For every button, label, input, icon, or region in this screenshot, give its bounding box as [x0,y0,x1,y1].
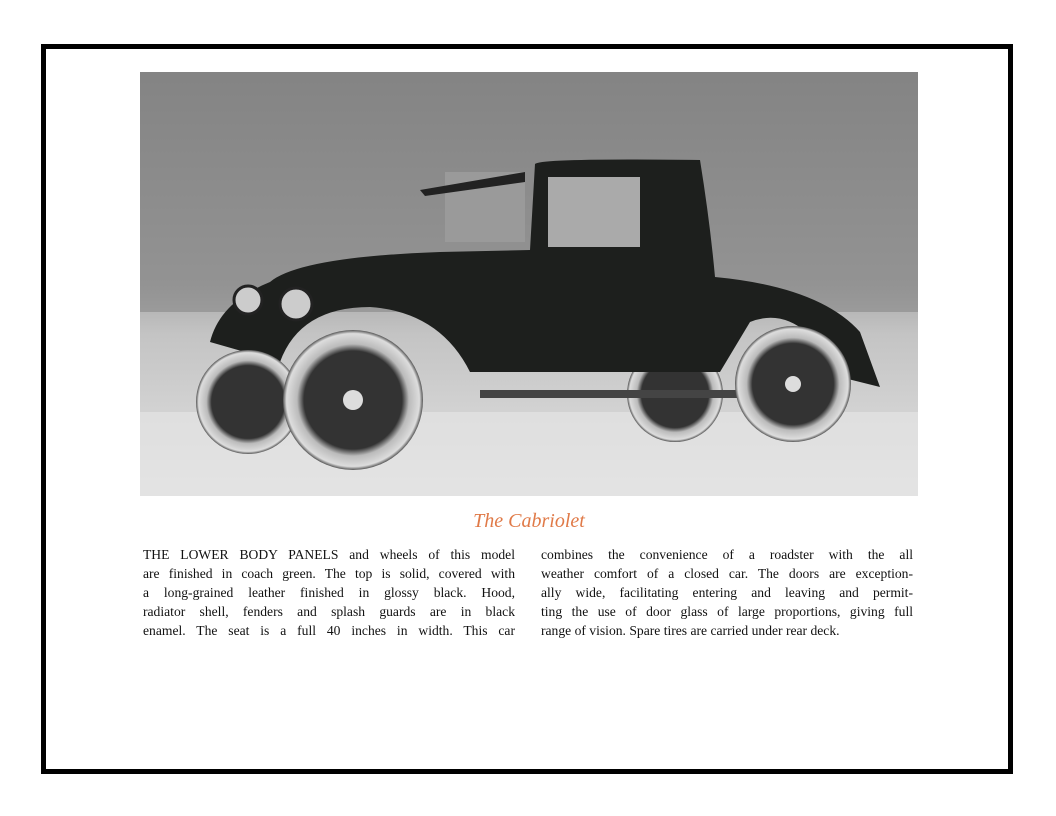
text-line: radiator shell, fenders and splash guards are in black [143,604,515,619]
text-line: ally wide, facilitating entering and leaving and permit- [541,585,913,600]
car-photo [140,72,918,496]
text-line: a long-grained leather finished in glossy black. Hood, [143,585,515,600]
text-line: THE LOWER BODY PANELS and wheels of this model [143,547,515,562]
text-line: ting the use of door glass of large proportions, giving full [541,604,913,619]
text-line: weather comfort of a closed car. The doors are exception- [541,566,913,581]
section-title: The Cabriolet [473,510,585,532]
body-text-right-column [541,545,913,640]
text-line: are finished in coach green. The top is solid, covered with [143,566,515,581]
text-line: combines the convenience of a roadster with the all [541,547,913,562]
body-text-left-column [143,545,515,640]
text-line: range of vision. Spare tires are carried under rear deck. [541,623,840,638]
text-line: enamel. The seat is a full 40 inches in width. This car [143,623,515,638]
